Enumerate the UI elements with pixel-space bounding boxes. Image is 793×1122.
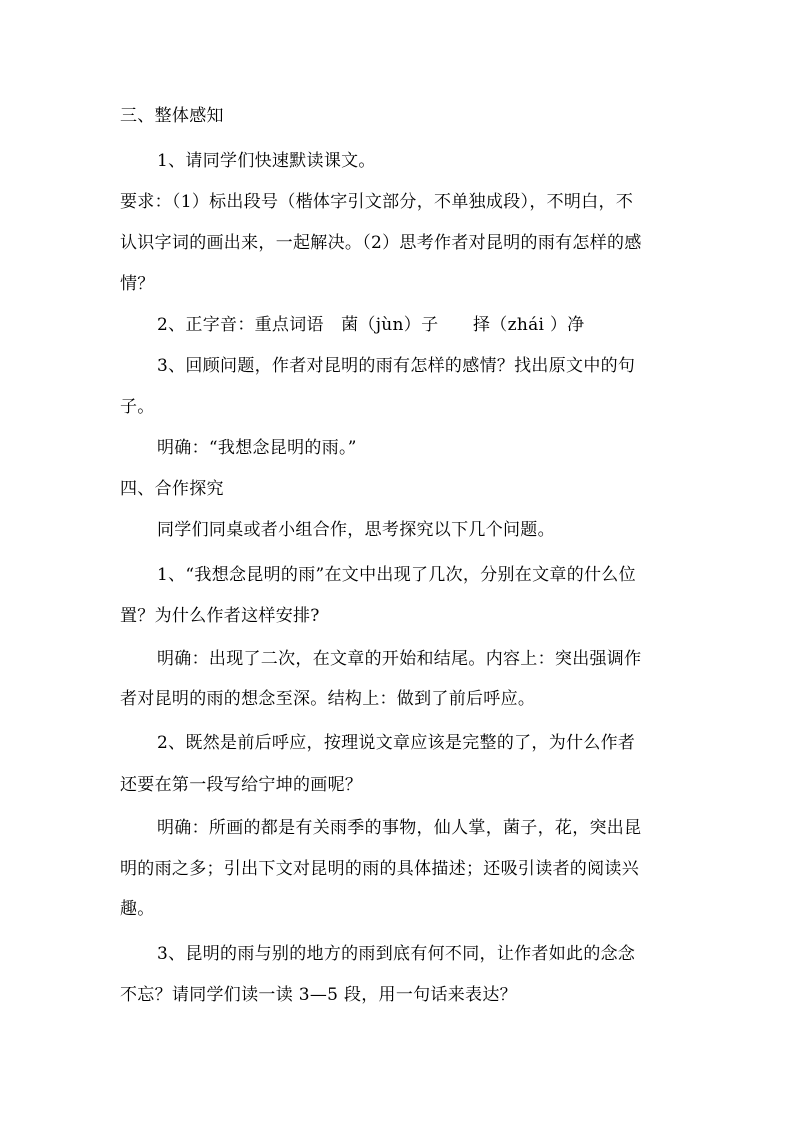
- paragraph-line: 1、请同学们快速默读课文。: [157, 151, 376, 171]
- paragraph-line: 2、正字音：重点词语 菌（jùn）子 择（zhái ）净: [157, 315, 585, 335]
- paragraph-line: 明确：“我想念昆明的雨。”: [157, 438, 357, 458]
- paragraph-line: 明确：出现了二次，在文章的开始和结尾。内容上：突出强调作: [157, 649, 642, 669]
- paragraph-line: 情？: [120, 274, 155, 294]
- paragraph-line: 3、昆明的雨与别的地方的雨到底有何不同，让作者如此的念念: [157, 944, 636, 964]
- paragraph-line: 认识字词的画出来，一起解决。（2）思考作者对昆明的雨有怎样的感: [120, 233, 642, 253]
- paragraph-line: 要求：（1）标出段号（楷体字引文部分，不单独成段），不明白，不: [120, 192, 634, 212]
- paragraph-line: 还要在第一段写给宁坤的画呢？: [120, 775, 363, 795]
- paragraph-line: 1、“我想念昆明的雨”在文中出现了几次，分别在文章的什么位: [157, 565, 636, 585]
- paragraph-line: 3、回顾问题，作者对昆明的雨有怎样的感情？找出原文中的句: [157, 356, 636, 376]
- paragraph-line: 置？为什么作者这样安排?: [120, 606, 320, 626]
- paragraph-line: 明的雨之多；引出下文对昆明的雨的具体描述；还吸引读者的阅读兴: [120, 859, 639, 879]
- paragraph-line: 不忘？请同学们读一读 3—5 段，用一句话来表达？: [120, 985, 517, 1005]
- paragraph-line: 同学们同桌或者小组合作，思考探究以下几个问题。: [157, 520, 555, 540]
- paragraph-line: 2、既然是前后呼应，按理说文章应该是完整的了，为什么作者: [157, 733, 636, 753]
- paragraph-line: 子。: [120, 397, 155, 417]
- section-heading-overall: 三、整体感知: [120, 106, 224, 126]
- paragraph-line: 明确：所画的都是有关雨季的事物，仙人掌，菌子，花，突出昆: [157, 818, 642, 838]
- paragraph-line: 趣。: [120, 899, 155, 919]
- section-heading-cooperation: 四、合作探究: [120, 479, 224, 499]
- paragraph-line: 者对昆明的雨的想念至深。结构上：做到了前后呼应。: [120, 689, 536, 709]
